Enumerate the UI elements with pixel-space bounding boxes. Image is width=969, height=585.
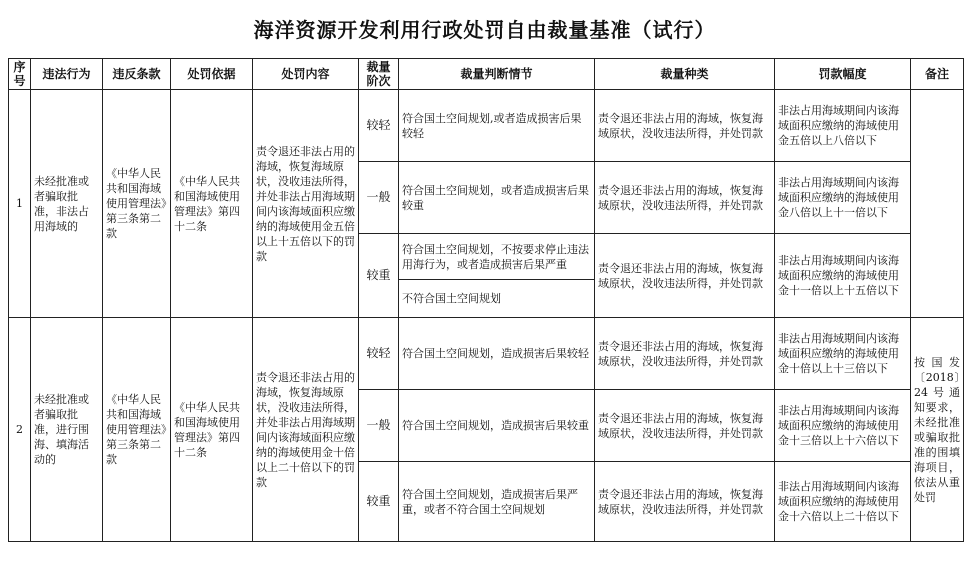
- row-fine: 非法占用海域期间内该海域面积应缴纳的海域使用金十倍以上十三倍以下: [775, 318, 911, 390]
- row-fine: 非法占用海域期间内该海域面积应缴纳的海域使用金十三倍以上十六倍以下: [775, 390, 911, 462]
- row-content: 责令退还非法占用的海域，恢复海域原状，没收违法所得，并处非法占用海域期间内该海域面积应缴纳的海域使用金十倍以上二十倍以下的罚款: [253, 318, 359, 542]
- row-fine: 非法占用海域期间内该海域面积应缴纳的海域使用金八倍以上十一倍以下: [775, 162, 911, 234]
- row-level: 较重: [359, 234, 399, 318]
- row-level: 一般: [359, 390, 399, 462]
- header-fine: 罚款幅度: [775, 59, 911, 90]
- header-kind: 裁量种类: [595, 59, 775, 90]
- row-act: 未经批准或者骗取批准，进行围海、填海活动的: [31, 318, 103, 542]
- row-seq: 2: [9, 318, 31, 542]
- row-circumstance: 符合国土空间规划，不按要求停止违法用海行为，或者造成损害后果严重: [399, 234, 595, 280]
- row-article: 《中华人民共和国海域使用管理法》第三条第二款: [103, 90, 171, 318]
- row-level: 一般: [359, 162, 399, 234]
- header-basis: 处罚依据: [171, 59, 253, 90]
- row-fine: 非法占用海域期间内该海域面积应缴纳的海域使用金五倍以上八倍以下: [775, 90, 911, 162]
- document-title: 海洋资源开发利用行政处罚自由裁量基准（试行）: [253, 18, 716, 42]
- row-level: 较重: [359, 462, 399, 542]
- row-circumstance: 符合国土空间规划，或者造成损害后果较重: [399, 162, 595, 234]
- header-level: 裁量阶次: [359, 59, 399, 90]
- row-level: 较轻: [359, 90, 399, 162]
- row-act: 未经批准或者骗取批准，非法占用海域的: [31, 90, 103, 318]
- row-basis: 《中华人民共和国海域使用管理法》第四十二条: [171, 318, 253, 542]
- header-circumstance: 裁量判断情节: [399, 59, 595, 90]
- row-level: 较轻: [359, 318, 399, 390]
- row-kind: 责令退还非法占用的海域，恢复海域原状，没收违法所得，并处罚款: [595, 162, 775, 234]
- header-seq: 序号: [9, 59, 31, 90]
- row-note: 按国发〔2018〕24号通知要求，未经批准或骗取批准的围填海项目，依法从重处罚: [911, 318, 964, 542]
- row-kind: 责令退还非法占用的海域，恢复海域原状，没收违法所得，并处罚款: [595, 234, 775, 318]
- row-kind: 责令退还非法占用的海域，恢复海域原状，没收违法所得，并处罚款: [595, 318, 775, 390]
- row-kind: 责令退还非法占用的海域，恢复海域原状，没收违法所得，并处罚款: [595, 462, 775, 542]
- row-circumstance: 符合国土空间规划，造成损害后果较轻: [399, 318, 595, 390]
- row-fine: 非法占用海域期间内该海域面积应缴纳的海域使用金十一倍以上十五倍以下: [775, 234, 911, 318]
- table-row: [9, 90, 964, 162]
- header-content: 处罚内容: [253, 59, 359, 90]
- row-content: 责令退还非法占用的海域，恢复海域原状，没收违法所得，并处非法占用海域期间内该海域面积应缴纳的海域使用金五倍以上十五倍以下的罚款: [253, 90, 359, 318]
- header-article: 违反条款: [103, 59, 171, 90]
- row-seq: 1: [9, 90, 31, 318]
- row-kind: 责令退还非法占用的海域，恢复海域原状，没收违法所得，并处罚款: [595, 390, 775, 462]
- row-fine: 非法占用海域期间内该海域面积应缴纳的海域使用金十六倍以上二十倍以下: [775, 462, 911, 542]
- row-basis: 《中华人民共和国海域使用管理法》第四十二条: [171, 90, 253, 318]
- row-circumstance: 符合国土空间规划,或者造成损害后果较轻: [399, 90, 595, 162]
- table-header-row: [9, 59, 964, 90]
- row-kind: 责令退还非法占用的海域，恢复海域原状，没收违法所得，并处罚款: [595, 90, 775, 162]
- header-act: 违法行为: [31, 59, 103, 90]
- row-article: 《中华人民共和国海域使用管理法》第三条第二款: [103, 318, 171, 542]
- row-circumstance: 符合国土空间规划，造成损害后果较重: [399, 390, 595, 462]
- table-row: [9, 318, 964, 390]
- row-circumstance: 符合国土空间规划，造成损害后果严重，或者不符合国土空间规划: [399, 462, 595, 542]
- row-circumstance: 不符合国土空间规划: [399, 280, 595, 318]
- row-note: [911, 90, 964, 318]
- header-note: 备注: [911, 59, 964, 90]
- penalty-standard-table: [8, 58, 964, 542]
